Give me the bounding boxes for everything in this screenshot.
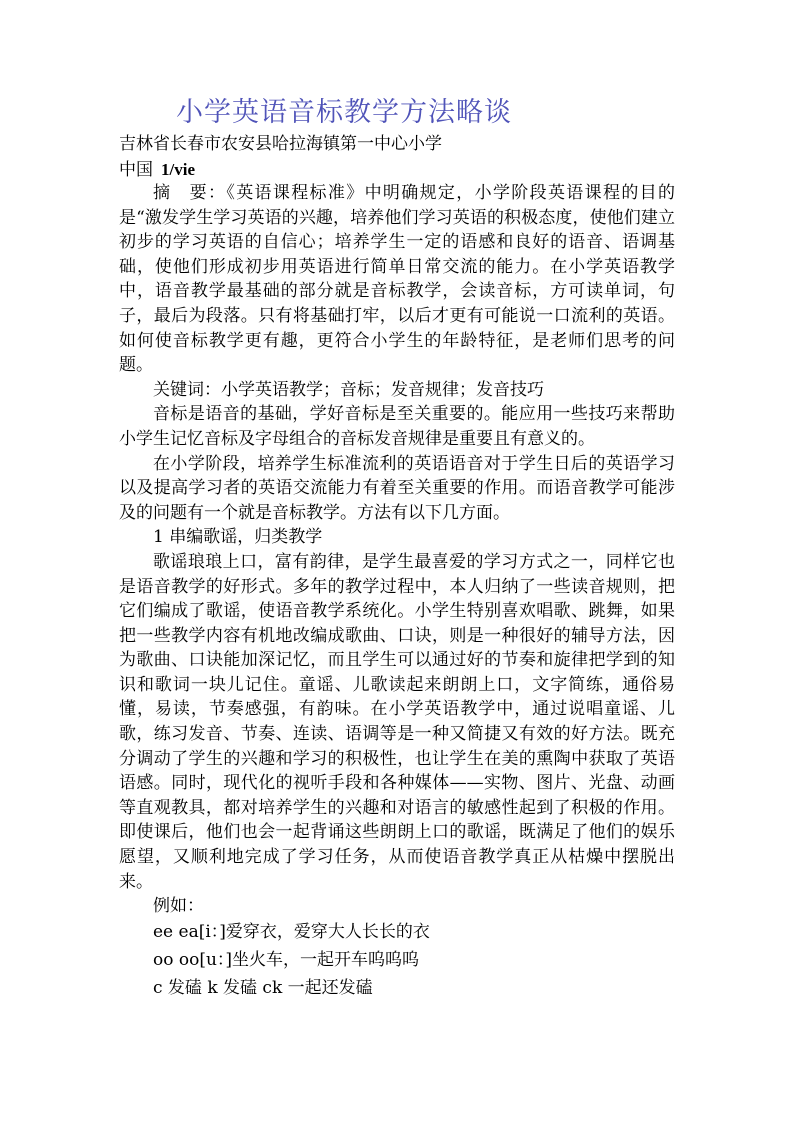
country-name: 中国: [119, 160, 153, 180]
example-intro: 例如：: [153, 896, 204, 917]
body-paragraph-3: 歌谣琅琅上口，富有韵律，是学生最喜爱的学习方式之一，同样它也是语音教学的好形式。多年的教学过程中，本人归纳了一些读音规则，把它们编成了歌谣，使语音教学系统化。小学生特别喜欢唱歌、跳舞，如果把一些教学内容有机地改编成歌曲、口诀，则是一种很好的辅导方法，因为歌曲、口诀能加深记忆，而且学生可以通过好的节奏和旋律把学到的知识和歌词一块儿记住。童谣、儿歌读起来朗朗上口，文字简练，通俗易懂，易读，节奏感强，有韵味。在小学英语教学中，通过说唱童谣、儿歌，练习发音、节奏、连读、语调等是一种又简捷又有效的好方法。既充分调动了学生的兴趣和学习的积极性，也让学生在美的熏陶中获取了英语语感。同时，现代化的视听手段和各种媒体——实物、图片、光盘、动画等直观教具，都对培养学生的兴趣和对语言的敏感性起到了积极的作用。即使课后，他们也会一起背诵这些朗朗上口的歌谣，既满足了他们的娱乐愿望，又顺利地完成了学习任务，从而使语音教学真正从枯燥中摆脱出来。: [119, 551, 675, 892]
example-line-3: c 发磕 k 发磕 ck 一起还发磕: [153, 977, 373, 998]
country-tag: 1/vie: [161, 160, 195, 179]
body-paragraph-2: 在小学阶段，培养学生标准流利的英语语音对于学生日后的英语学习以及提高学习者的英语交流能力有着至关重要的作用。而语音教学可能涉及的问题有一个就是音标教学。方法有以下几方面。: [119, 453, 675, 523]
document-body: [119, 181, 675, 1002]
example-line-1: ee ea[i：]爱穿衣，爱穿大人长长的衣: [153, 921, 430, 942]
abstract-paragraph: 摘 要：《英语课程标准》中明确规定，小学阶段英语课程的目的是“激发学生学习英语的兴趣，培养他们学习英语的积极态度，使他们建立初步的学习英语的自信心；培养学生一定的语感和良好的语音、语调基础，使他们形成初步用英语进行简单日常交流的能力。在小学英语教学中，语音教学最基础的部分就是音标教学，会读音标，方可读单词，句子，最后为段落。只有将基础打牢，以后才更有可能说一口流利的英语。如何使音标教学更有趣，更符合小学生的年龄特征，是老师们思考的问题。: [119, 183, 675, 376]
body-paragraph-1: 音标是语音的基础，学好音标是至关重要的。能应用一些技巧来帮助小学生记忆音标及字母组合的音标发音规律是重要且有意义的。: [119, 404, 675, 449]
section-heading-1: 1 串编歌谣，归类教学: [153, 527, 323, 548]
example-line-2: oo oo[u：]坐火车，一起开车呜呜呜: [153, 949, 420, 970]
author-country: [119, 157, 195, 183]
keywords-line: 关键词：小学英语教学；音标；发音规律；发音技巧: [153, 379, 544, 400]
author-affiliation: 吉林省长春市农安县哈拉海镇第一中心小学: [119, 134, 442, 154]
document-title: 小学英语音标教学方法略谈: [176, 97, 512, 128]
